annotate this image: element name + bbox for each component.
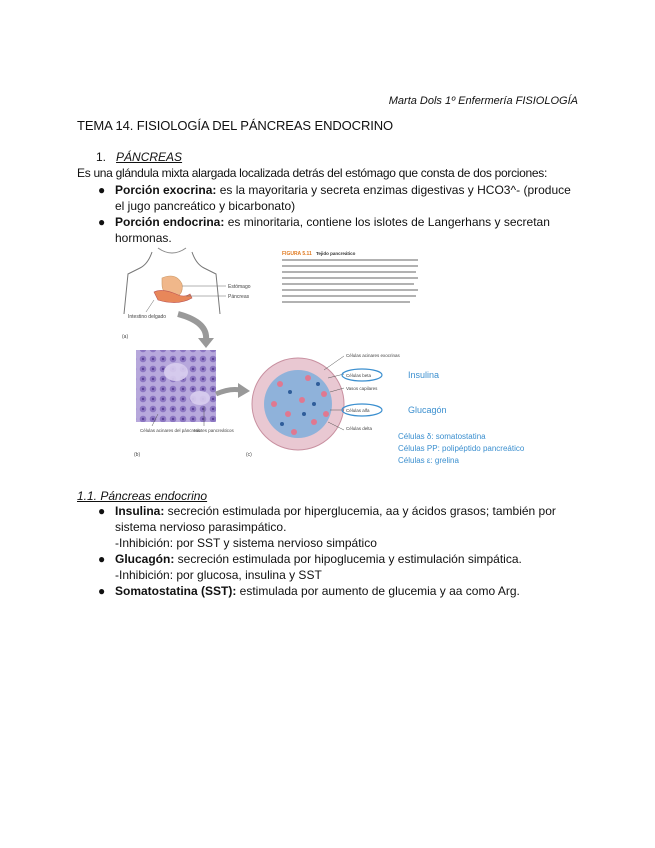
arrowhead-b-to-c	[238, 383, 250, 398]
page-title: TEMA 14. FISIOLOGÍA DEL PÁNCREAS ENDOCRINO	[77, 118, 394, 133]
panel-a-letter: (a)	[122, 334, 129, 340]
arrow-b-to-c	[216, 390, 240, 395]
label-intestine: Intestino delgado	[128, 314, 167, 320]
list-item	[96, 551, 582, 583]
bullet-icon: ●	[98, 183, 106, 197]
islet-region	[190, 391, 210, 405]
bullet-icon: ●	[98, 552, 106, 566]
label-exocrine-cells: Células acinares exocrinas	[346, 353, 400, 358]
section-number: 1.	[96, 150, 107, 164]
hormone-insulina: Insulina	[408, 370, 440, 380]
bullet-text: es minoritaria, contiene los islotes de Langerhans y secretan hormonas.	[115, 215, 550, 245]
label-islets: Islotes pancreáticos	[194, 428, 234, 433]
list-item	[96, 182, 582, 214]
bullet-term: Porción endocrina:	[115, 215, 225, 229]
label-beta-cells: Células beta	[346, 373, 372, 378]
bullet-term: Insulina:	[115, 504, 165, 518]
bullet-text: es la mayoritaria y secreta enzimas digestivas y HCO3^- (produce el jugo pancreático y bicarbonato)	[115, 183, 571, 213]
section-1-1-heading: 1.1. Páncreas endocrino	[77, 489, 208, 503]
arrow-a-to-b	[178, 314, 206, 340]
panel-b-letter: (b)	[134, 452, 141, 458]
figure-caption-subtitle: Tejido pancreático	[316, 251, 356, 256]
bullet-icon: ●	[98, 584, 106, 598]
bullet-term: Porción exocrina:	[115, 183, 217, 197]
label-stomach: Estómago	[228, 284, 251, 290]
section-title: PÁNCREAS	[116, 150, 183, 164]
list-item	[96, 214, 582, 246]
label-capillaries: Vasos capilares	[346, 386, 378, 391]
bullet-icon: ●	[98, 215, 106, 229]
bullet-term: Glucagón:	[115, 552, 175, 566]
hormone-glucagon: Glucagón	[408, 405, 447, 415]
islet-region	[164, 363, 188, 381]
list-item	[96, 503, 582, 551]
pancreas-figure	[118, 244, 540, 470]
section-1-intro: Es una glándula mixta alargada localizada detrás del estómago que consta de dos porciones:	[77, 166, 547, 180]
bullet-text: secreción estimulada por hipoglucemia y estimulación simpática.	[174, 552, 522, 566]
page-header: Marta Dols 1º Enfermería FISIOLOGÍA	[388, 95, 578, 107]
hormone-pp: Células PP: polipéptido pancreático	[398, 444, 525, 453]
figure-caption-lines	[282, 260, 418, 302]
hormone-somatostatina: Células δ: somatostatina	[398, 432, 486, 441]
hormone-grelina: Células ε: grelina	[398, 456, 459, 465]
bullet-term: Somatostatina (SST):	[115, 584, 237, 598]
section-1-1-bullet-list	[96, 503, 582, 599]
label-delta-cells: Células delta	[346, 426, 373, 431]
bullet-text: secreción estimulada por hiperglucemia, aa y ácidos grasos; también por sistema nervioso parasimpático.	[115, 504, 556, 534]
label-pancreas: Páncreas	[228, 294, 250, 300]
section-1-heading	[96, 150, 182, 164]
bullet-subtext: -Inhibición: por glucosa, insulina y SST	[115, 568, 322, 582]
label-alpha-cells: Células alfa	[346, 408, 370, 413]
arrowhead-a-to-b	[198, 338, 214, 348]
label-acinar-cells: Células acinares del páncreas	[140, 428, 201, 433]
panel-c-letter: (c)	[246, 452, 252, 458]
bullet-text: estimulada por aumento de glucemia y aa como Arg.	[236, 584, 520, 598]
bullet-subtext: -Inhibición: por SST y sistema nervioso simpático	[115, 536, 377, 550]
figure-caption-title: FIGURA 5.11	[282, 251, 312, 257]
bullet-icon: ●	[98, 504, 106, 518]
list-item	[96, 583, 582, 599]
section-1-bullet-list	[96, 182, 582, 246]
